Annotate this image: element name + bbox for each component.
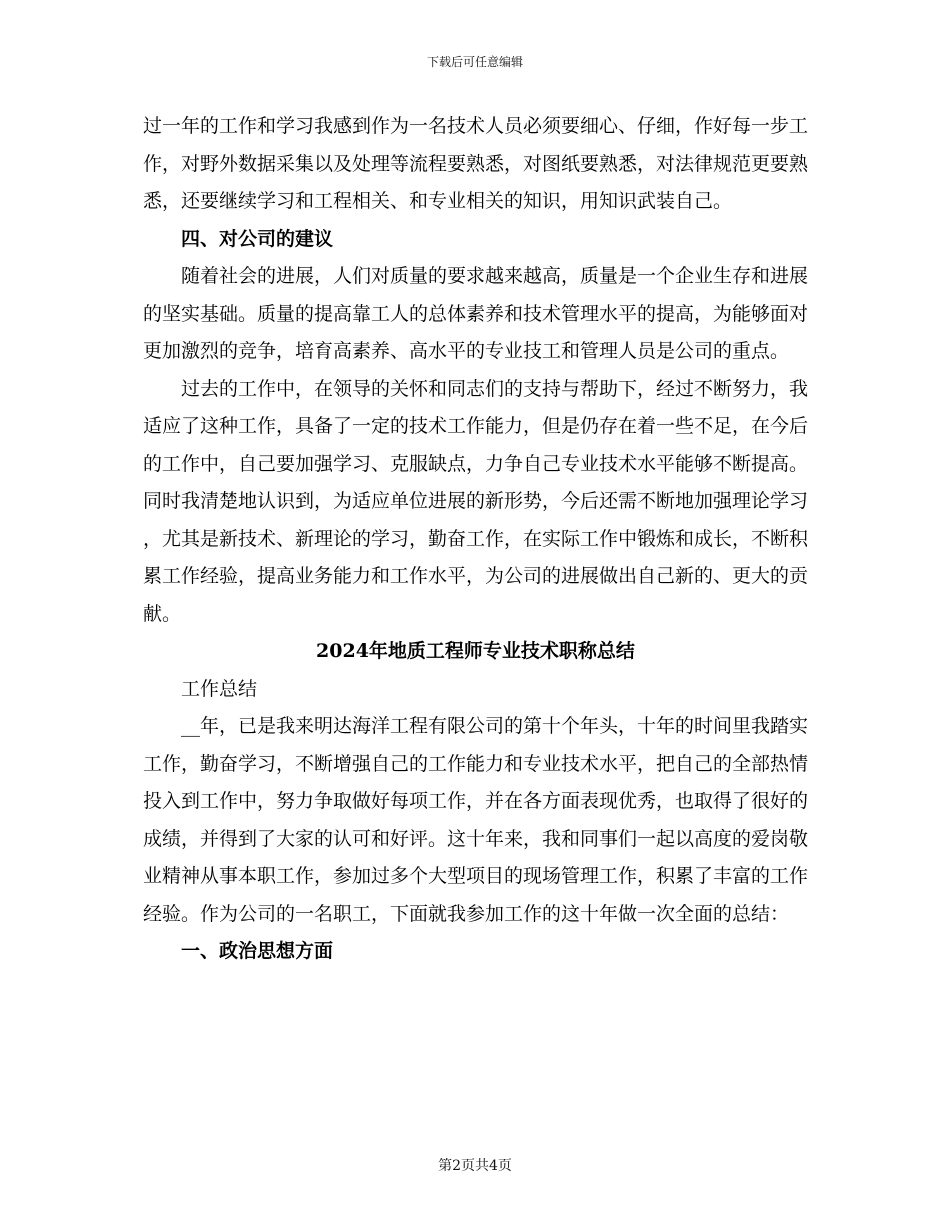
paragraph-past-work: 过去的工作中，在领导的关怀和同志们的支持与帮助下，经过不断努力，我适应了这种工作，具备了一定的技术工作能力，但是仍存在着一些不足，在今后的工作中，自己要加强学习、克服缺点，力争自己专业技术水平能够不断提高。同时我清楚地认识到，为适应单位进展的新形势，今后还需不断地加强理论学习，尤其是新技术、新理论的学习，勤奋工作，在实际工作中锻炼和成长，不断积累工作经验，提高业务能力和工作水平，为公司的进展做出自己新的、更大的贡献。: [143, 377, 809, 625]
section-heading-political: 一、政治思想方面: [181, 940, 334, 962]
document-subtitle: 工作总结: [181, 677, 258, 700]
paragraph-quality: 随着社会的进展，人们对质量的要求越来越高，质量是一个企业生存和进展的坚实基础。质量的提高靠工人的总体素养和技术管理水平的提高，为能够面对更加激烈的竞争，培育高素养、高水平的专业技工和管理人员是公司的重点。: [143, 265, 809, 362]
paragraph-work-experience: 过一年的工作和学习我感到作为一名技术人员必须要细心、仔细，作好每一步工作，对野外数据采集以及处理等流程要熟悉，对图纸要熟悉，对法律规范更要熟悉，还要继续学习和工程相关、和专业相关的知识，用知识武装自己。: [143, 115, 809, 212]
page-number: 第2页共4页: [438, 1158, 512, 1174]
section-heading-suggestions: 四、对公司的建议: [181, 227, 334, 250]
paragraph-ten-years: __年，已是我来明达海洋工程有限公司的第十个年头，十年的时间里我踏实工作，勤奋学习，不断增强自己的工作能力和专业技术水平，把自己的全部热情投入到工作中，努力争取做好每项工作，并在各方面表现优秀，也取得了很好的成绩，并得到了大家的认可和好评。这十年来，我和同事们一起以高度的爱岗敬业精神从事本职工作，参加过多个大型项目的现场管理工作，积累了丰富的工作经验。作为公司的一名职工，下面就我参加工作的这十年做一次全面的总结：: [143, 715, 809, 925]
document-title: 2024年地质工程师专业技术职称总结: [316, 640, 635, 662]
page-header-note: 下载后可任意编辑: [426, 55, 523, 69]
document-body: [143, 108, 808, 971]
